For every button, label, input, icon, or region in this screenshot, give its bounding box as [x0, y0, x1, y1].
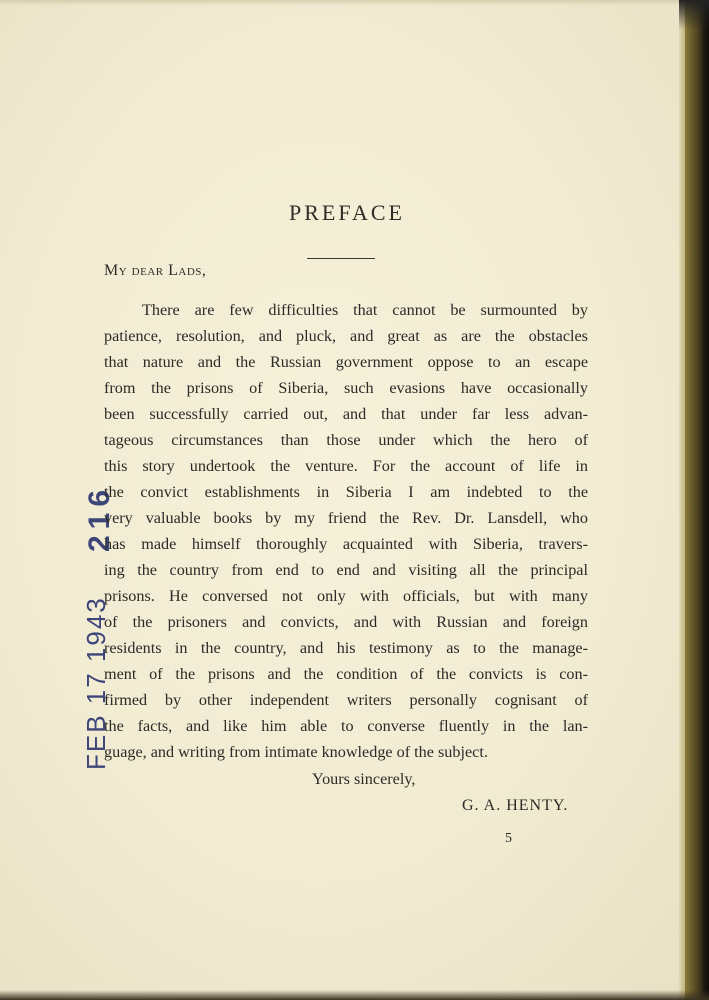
body-line: guage, and writing from intimate knowledge of the subject.	[104, 743, 488, 761]
library-stamp-date: FEB 17 1943	[81, 596, 111, 770]
body-line: very valuable books by my friend the Rev. Dr. Lansdell, who	[104, 509, 588, 527]
library-stamp-number: 216	[83, 483, 116, 552]
body-line: firmed by other independent writers personally cognisant of	[104, 691, 588, 709]
body-line: the facts, and like him able to converse fluently in the lan-	[104, 717, 588, 735]
body-line: ing the country from end to end and visiting all the principal	[104, 561, 588, 579]
body-line: the convict establishments in Siberia I am indebted to the	[104, 483, 588, 501]
body-line: that nature and the Russian government oppose to an escape	[104, 353, 588, 371]
body-line: residents in the country, and his testimony as to the manage-	[104, 639, 588, 657]
body-line: There are few difficulties that cannot be surmounted by	[142, 301, 588, 319]
preface-body	[104, 297, 588, 765]
title-divider	[307, 258, 375, 259]
spine-shadow	[679, 0, 709, 30]
signature: G. A. HENTY.	[462, 797, 569, 814]
salutation: My dear Lads,	[104, 262, 207, 279]
page-top-edge	[0, 0, 709, 6]
body-line: ment of the prisons and the condition of the convicts is con-	[104, 665, 588, 683]
body-line: this story undertook the venture. For the account of life in	[104, 457, 588, 475]
page-bottom-edge	[0, 990, 709, 1000]
body-line: prisons. He conversed not only with officials, but with many	[104, 587, 588, 605]
body-line: from the prisons of Siberia, such evasions have occasionally	[104, 379, 588, 397]
body-line: been successfully carried out, and that under far less advan-	[104, 405, 588, 423]
body-line: patience, resolution, and pluck, and great as are the obstacles	[104, 327, 588, 345]
body-line: has made himself thoroughly acquainted with Siberia, travers-	[104, 535, 588, 553]
book-spine	[685, 0, 709, 1000]
body-line: tageous circumstances than those under which the hero of	[104, 431, 588, 449]
page-number: 5	[505, 831, 512, 846]
body-line: of the prisoners and convicts, and with Russian and foreign	[104, 613, 588, 631]
page-title: PREFACE	[289, 200, 405, 225]
closing: Yours sincerely,	[312, 770, 416, 788]
